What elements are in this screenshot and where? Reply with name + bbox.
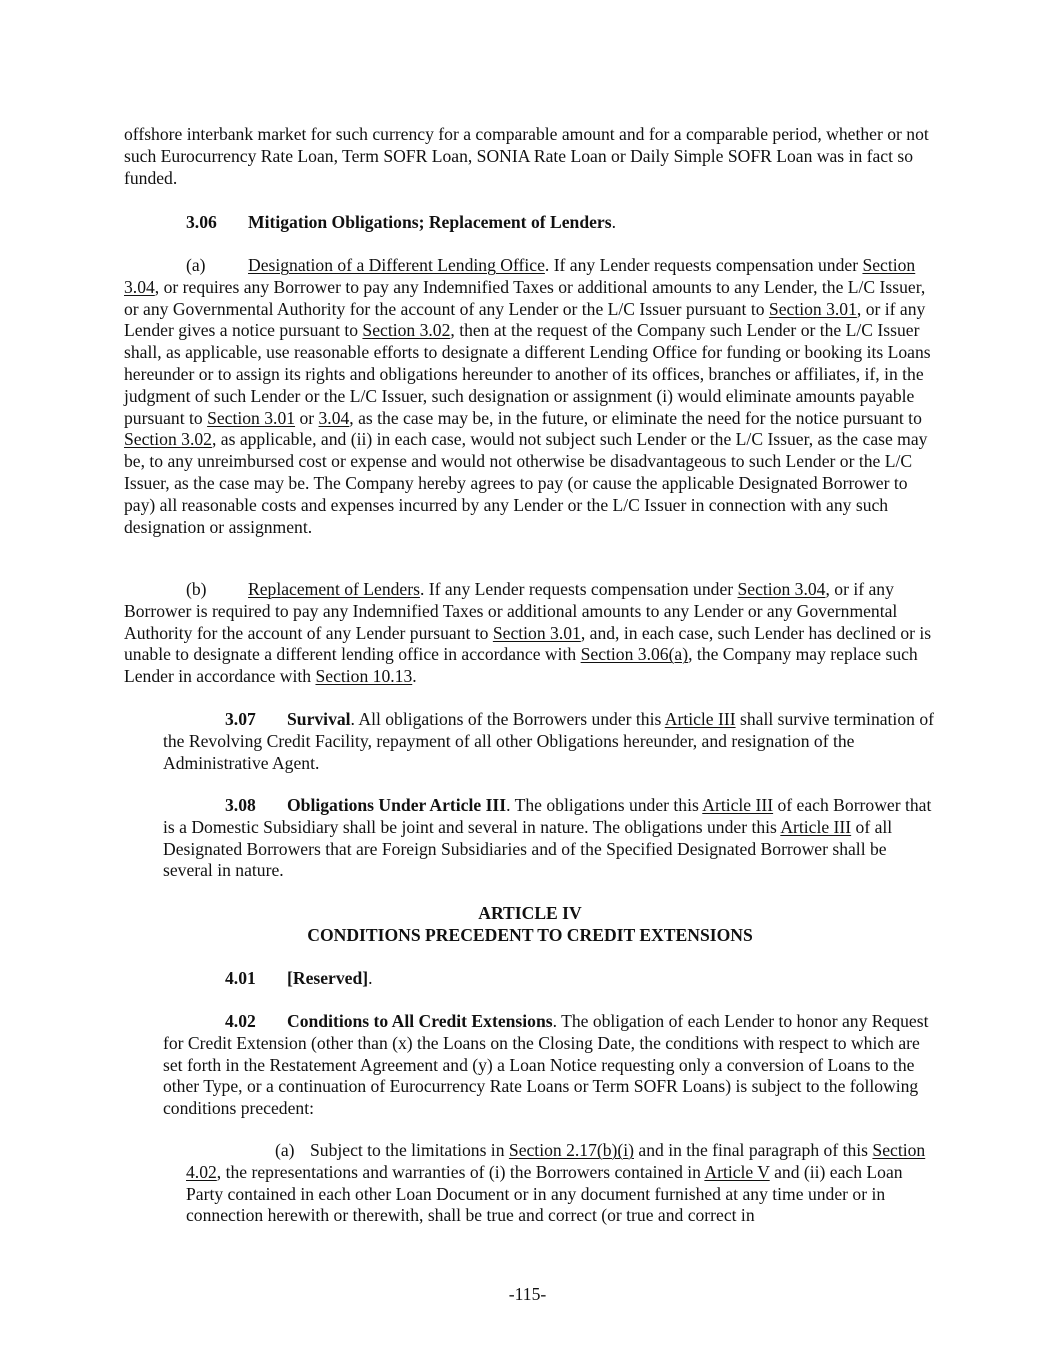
- cross-reference-link[interactable]: Section 3.02: [124, 429, 212, 450]
- section-title: Survival: [287, 709, 351, 729]
- page-number: -115-: [508, 1284, 547, 1304]
- section-3-06-a: (a) Designation of a Different Lending Office. If any Lender requests compensation under Section 3.04, or requires any Borrower to pay any Indemnified Taxes or additional amounts to any Lender, the L/C Issuer, or any Governmental Authority for the account of any Lender or the L/C Issuer pursuant to Section 3.01, or if any Lender gives a notice pursuant to Section 3.02, then at the request of the Company such Lender or the L/C Issuer shall, as applicable, use reasonable efforts to designate a different Lending Office for funding or booking its Loans hereunder or to assign its rights and obligations hereunder to another of its offices, branches or affiliates, if, in the judgment of such Lender or the L/C Issuer, such designation or assignment (i) would eliminate amounts payable pursuant to Section 3.01 or 3.04, as the case may be, in the future, or eliminate the need for the notice pursuant to Section 3.02, as applicable, and (ii) in each case, would not subject such Lender or the L/C Issuer, as the case may be, to any unreimbursed cost or expense and would not otherwise be disadvantageous to such Lender or the L/C Issuer, as the case may be. The Company hereby agrees to pay (or cause the applicable Designated Borrower to pay) all reasonable costs and expenses incurred by any Lender or the L/C Issuer in connection with any such designation or assignment.: [124, 255, 931, 537]
- section-3-06-heading: 3.06 Mitigation Obligations; Replacement of Lenders.: [186, 212, 616, 232]
- article-heading: [124, 903, 936, 947]
- section-number: 3.07: [225, 709, 256, 729]
- section-title: Obligations Under Article III: [287, 795, 507, 815]
- cross-reference-link[interactable]: Article III: [780, 816, 852, 837]
- cross-reference-link[interactable]: Article III: [664, 709, 736, 729]
- cross-reference-link[interactable]: 3.04: [318, 407, 350, 428]
- cross-reference-link[interactable]: Section 3.01: [768, 298, 857, 319]
- paragraph-continuation: offshore interbank market for such currency for a comparable amount and for a comparable period, whether or not such Eurocurrency Rate Loan, Term SOFR Loan, SONIA Rate Loan or Daily Simple SOFR Loan was in fact so funded.: [124, 124, 929, 188]
- cross-reference-link[interactable]: Section 3.06(a): [580, 644, 689, 665]
- section-3-07: 3.07 Survival. All obligations of the Borrowers under this Article III shall survive termination of the Revolving Credit Facility, repayment of all other Obligations hereunder, and resignation of the Administrative Agent.: [163, 709, 934, 773]
- clause-heading: Replacement of Lenders: [248, 579, 420, 599]
- cross-reference-link[interactable]: Section 10.13: [315, 666, 413, 687]
- section-number: 4.02: [225, 1011, 256, 1031]
- cross-reference-link[interactable]: Section 3.02: [362, 320, 451, 341]
- section-3-08: 3.08 Obligations Under Article III. The obligations under this Article III of each Borrower that is a Domestic Subsidiary shall be joint and several in nature. The obligations under this Article III of all Designated Borrowers that are Foreign Subsidiaries and of the Specified Designated Borrower shall be several in nature.: [163, 795, 932, 881]
- cross-reference-link[interactable]: Section 2.17(b)(i): [508, 1140, 634, 1160]
- cross-reference-link[interactable]: Article V: [704, 1161, 770, 1182]
- section-4-02-a: (a) Subject to the limitations in Section 2.17(b)(i) and in the final paragraph of this Section 4.02, the representations and warranties of (i) the Borrowers contained in Article V and (ii) each Loan Party contained in each other Loan Document or in any document furnished at any time under or in connection herewith or therewith, shall be true and correct (or true and correct in: [186, 1140, 926, 1226]
- cross-reference-link[interactable]: Section 3.04: [737, 579, 826, 599]
- section-4-01: 4.01 [Reserved].: [225, 968, 373, 988]
- cross-reference-link[interactable]: Section 3.04: [124, 255, 916, 297]
- cross-reference-link[interactable]: Article III: [702, 795, 774, 815]
- cross-reference-link[interactable]: Section 3.01: [207, 407, 296, 428]
- section-number: 3.08: [225, 795, 256, 815]
- cross-reference-link[interactable]: Section 3.01: [492, 622, 581, 643]
- clause-label: (b): [186, 579, 207, 599]
- article-number: ARTICLE IV: [478, 903, 582, 923]
- section-number: 4.01: [225, 968, 256, 988]
- section-title: Conditions to All Credit Extensions: [287, 1011, 553, 1031]
- section-title: Mitigation Obligations; Replacement of Lenders: [248, 212, 612, 232]
- section-3-06-b: (b) Replacement of Lenders. If any Lender requests compensation under Section 3.04, or if any Borrower is required to pay any Indemnified Taxes or additional amounts to any Lender or any Governmental Authority for the account of any Lender pursuant to Section 3.01, and, in each case, such Lender has declined or is unable to designate a different lending office in accordance with Section 3.06(a), the Company may replace such Lender in accordance with Section 10.13.: [124, 579, 932, 687]
- section-title: [Reserved]: [287, 968, 369, 988]
- cross-reference-link[interactable]: Section 4.02: [186, 1140, 926, 1182]
- article-title: CONDITIONS PRECEDENT TO CREDIT EXTENSIONS: [307, 924, 753, 945]
- clause-heading: Designation of a Different Lending Office: [248, 255, 545, 275]
- section-number: 3.06: [186, 212, 217, 232]
- clause-label: (a): [186, 255, 206, 275]
- clause-label: (a): [275, 1140, 295, 1160]
- section-4-02: 4.02 Conditions to All Credit Extensions. The obligation of each Lender to honor any Request for Credit Extension (other than (x) the Loans on the Closing Date, the conditions with respect to which are set forth in the Restatement Agreement and (y) a Loan Notice requesting only a conversion of Loans to the other Type, or a continuation of Eurocurrency Rate Loans or Term SOFR Loans) is subject to the following conditions precedent:: [163, 1011, 929, 1119]
